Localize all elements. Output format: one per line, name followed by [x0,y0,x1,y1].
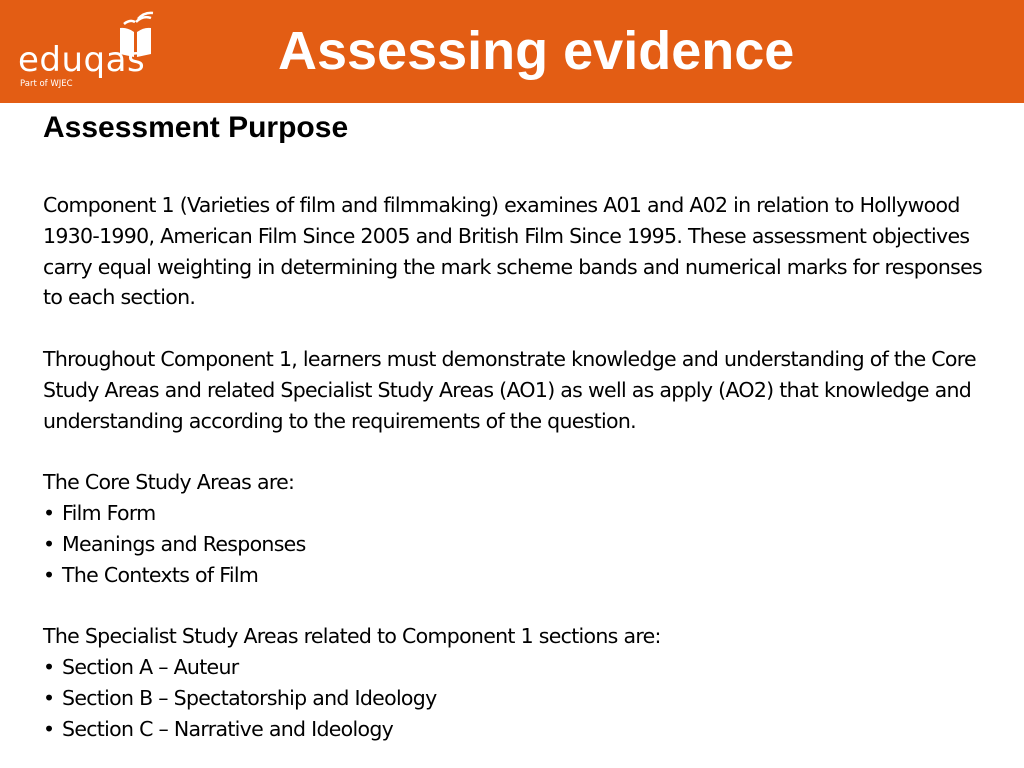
specialist-areas-intro: The Specialist Study Areas related to Component 1 sections are: [43,624,661,649]
bullet-icon: • [43,685,55,710]
core-areas-intro: The Core Study Areas are: [43,470,295,495]
list-item [43,529,1003,560]
list-item-text: The Contexts of Film [62,562,259,587]
spacer [43,313,1003,344]
section-heading: Assessment Purpose [43,111,349,144]
list-item [43,714,1003,745]
header-bar [0,0,1024,103]
list-item [43,683,1003,714]
bullet-icon: • [43,716,55,741]
list-item-text: Meanings and Responses [62,531,306,556]
bullet-icon: • [43,562,55,587]
list-item [43,560,1003,591]
core-areas-list [43,498,1003,590]
page-title: Assessing evidence [278,21,795,81]
list-item-text: Film Form [62,500,156,525]
list-item-text: Section C – Narrative and Ideology [62,716,394,741]
list-item [43,652,1003,683]
paragraph-assessment-objectives: Component 1 (Varieties of film and filmmaking) examines A01 and A02 in relation to Hollywood 1930-1990, American Film Since 2005 and British Film Since 1995. These assessment objectives carry equal weighting in determining the mark scheme bands and numerical marks for responses to each section. [43,193,983,310]
paragraph-learner-requirements: Throughout Component 1, learners must demonstrate knowledge and understanding of the Core Study Areas and related Specialist Study Areas (AO1) as well as apply (AO2) that knowledge and understanding according to the requirements of the question. [43,346,976,433]
bullet-icon: • [43,500,55,525]
body-content [43,190,1003,744]
eduqas-logo [14,10,164,92]
spacer [43,590,1003,621]
list-item [43,498,1003,529]
bullet-icon: • [43,531,55,556]
spacer [43,436,1003,467]
specialist-areas-list [43,652,1003,744]
bullet-icon: • [43,654,55,679]
logo-wordmark: eduqas [18,40,146,80]
list-item-text: Section B – Spectatorship and Ideology [62,685,437,710]
list-item-text: Section A – Auteur [62,654,239,679]
logo-tagline: Part of WJEC [20,79,73,89]
